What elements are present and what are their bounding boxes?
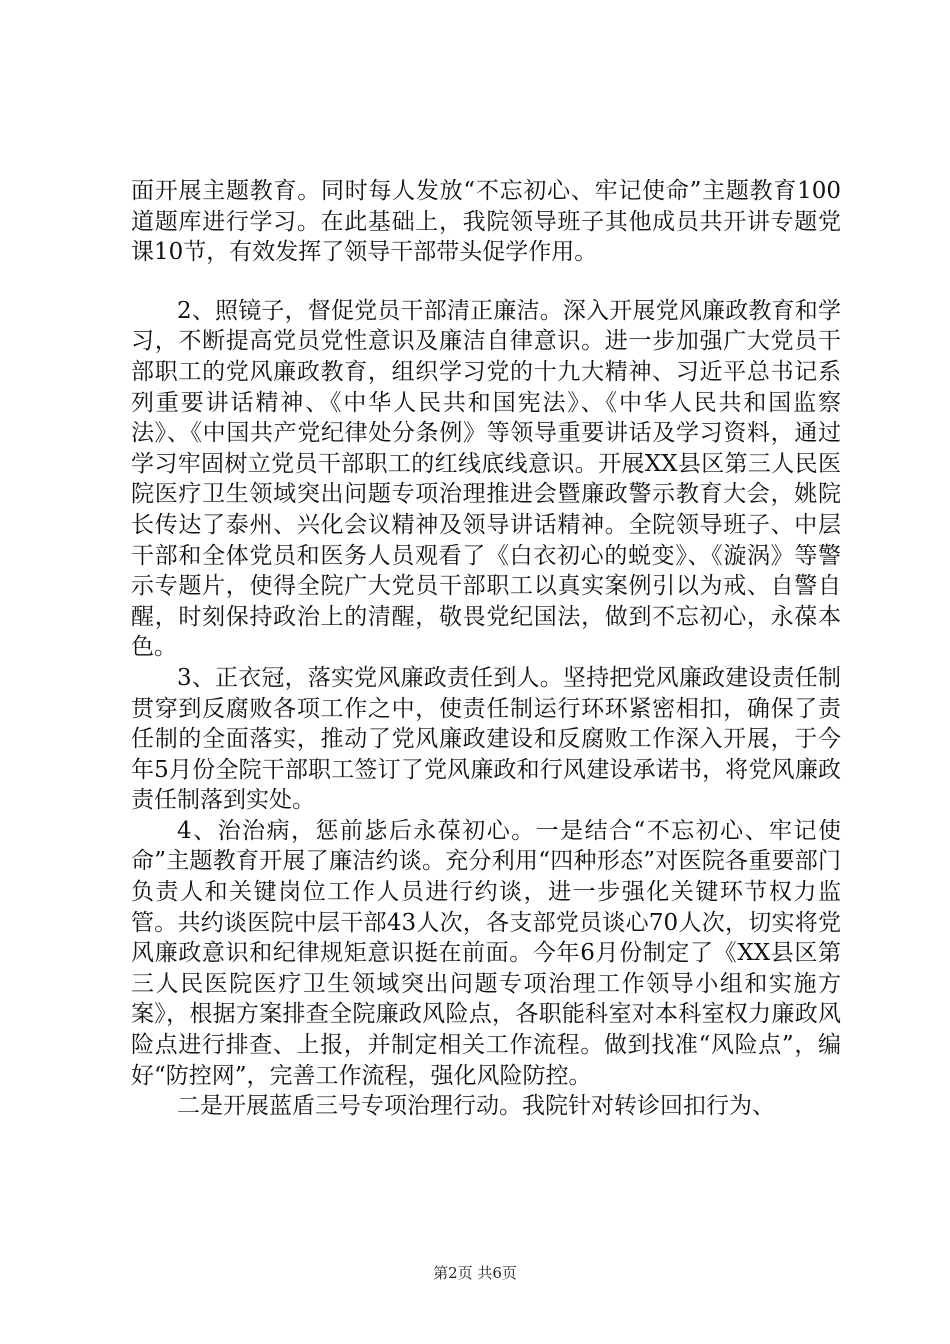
paragraph-subitem-2: 二是开展蓝盾三号专项治理行动。我院针对转诊回扣行为、 bbox=[177, 1093, 775, 1120]
paragraph-item-2: 2、照镜子，督促党员干部清正廉洁。深入开展党风廉政教育和学习，不断提高党员党性意识及廉洁自律意识。进一步加强广大党员干部职工的党风廉政教育，组织学习党的十九大精神、习近平总书记系列重要讲话精神、《中华人民共和国宪法》、《中华人民共和国监察法》、《中国共产党纪律处分条例》等领导重要讲话及学习资料，通过学习牢固树立党员干部职工的红线底线意识。开展XX县区第三人民医院医疗卫生领域突出问题专项治理推进会暨廉政警示教育大会，姚院长传达了泰州、兴化会议精神及领导讲话精神。全院领导班子、中层干部和全体党员和医务人员观看了《白衣初心的蜕变》、《漩涡》等警示专题片，使得全院广大党员干部职工以真实案例引以为戒、自警自醒，时刻保持政治上的清醒，敬畏党纪国法，做到不忘初心，永葆本色。 bbox=[131, 297, 841, 661]
paragraph-item-4: 4、治治病，惩前毖后永葆初心。一是结合“不忘初心、牢记使命”主题教育开展了廉洁约谈。充分利用“四种形态”对医院各重要部门负责人和关键岗位工作人员进行约谈，进一步强化关键环节权力监管。共约谈医院中层干部43人次，各支部党员谈心70人次，切实将党风廉政意识和纪律规矩意识挺在前面。今年6月份制定了《XX县区第三人民医院医疗卫生领域突出问题专项治理工作领导小组和实施方案》，根据方案排查全院廉政风险点，各职能科室对本科室权力廉政风险点进行排查、上报，并制定相关工作流程。做到找准“风险点”，编好“防控网”，完善工作流程，强化风险防控。 bbox=[131, 817, 841, 1089]
paragraph-continuation: 面开展主题教育。同时每人发放“不忘初心、牢记使命”主题教育100道题库进行学习。在此基础上，我院领导班子其他成员共开讲专题党课10节，有效发挥了领导干部带头促学作用。 bbox=[131, 178, 841, 266]
page-footer: 第2页 共6页 bbox=[433, 1264, 517, 1282]
paragraph-item-3: 3、正衣冠，落实党风廉政责任到人。坚持把党风廉政建设责任制贯穿到反腐败各项工作之中，使责任制运行环环紧密相扣，确保了责任制的全面落实，推动了党风廉政建设和反腐败工作深入开展，于今年5月份全院干部职工签订了党风廉政和行风建设承诺书，将党风廉政责任制落到实处。 bbox=[131, 664, 841, 814]
document-body bbox=[131, 176, 841, 1122]
